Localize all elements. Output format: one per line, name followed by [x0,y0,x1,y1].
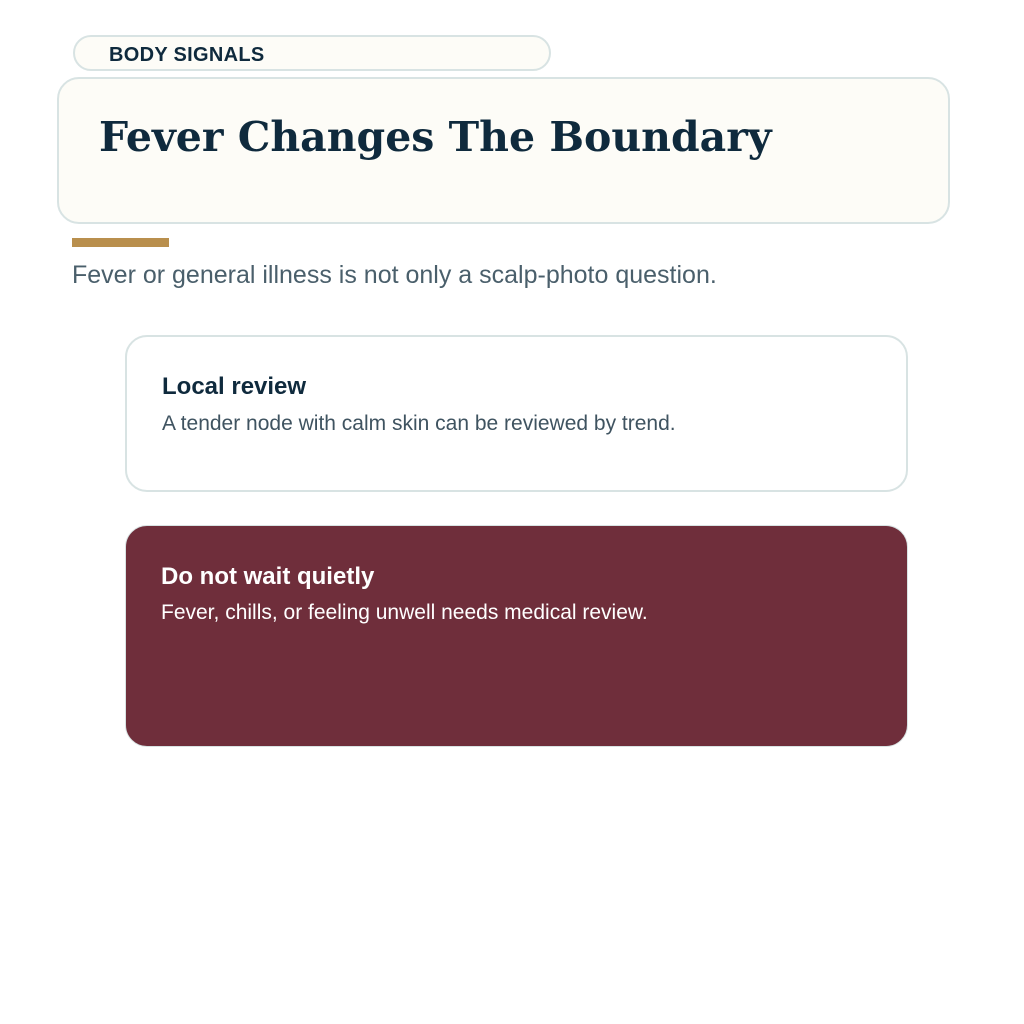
local-review-body: A tender node with calm skin can be reviewed by trend. [162,412,676,435]
page-title: Fever Changes The Boundary [99,113,772,161]
local-review-card [125,335,908,492]
urgent-warning-body: Fever, chills, or feeling unwell needs medical review. [161,601,648,624]
section-eyebrow-pill [73,35,551,71]
urgent-warning-title: Do not wait quietly [161,563,375,590]
local-review-title: Local review [162,373,307,400]
page-subtitle: Fever or general illness is not only a scalp-photo question. [72,261,717,289]
title-card [57,77,950,224]
urgent-warning-card [125,525,908,747]
section-eyebrow-label: BODY SIGNALS [109,44,265,66]
accent-divider [72,238,169,247]
